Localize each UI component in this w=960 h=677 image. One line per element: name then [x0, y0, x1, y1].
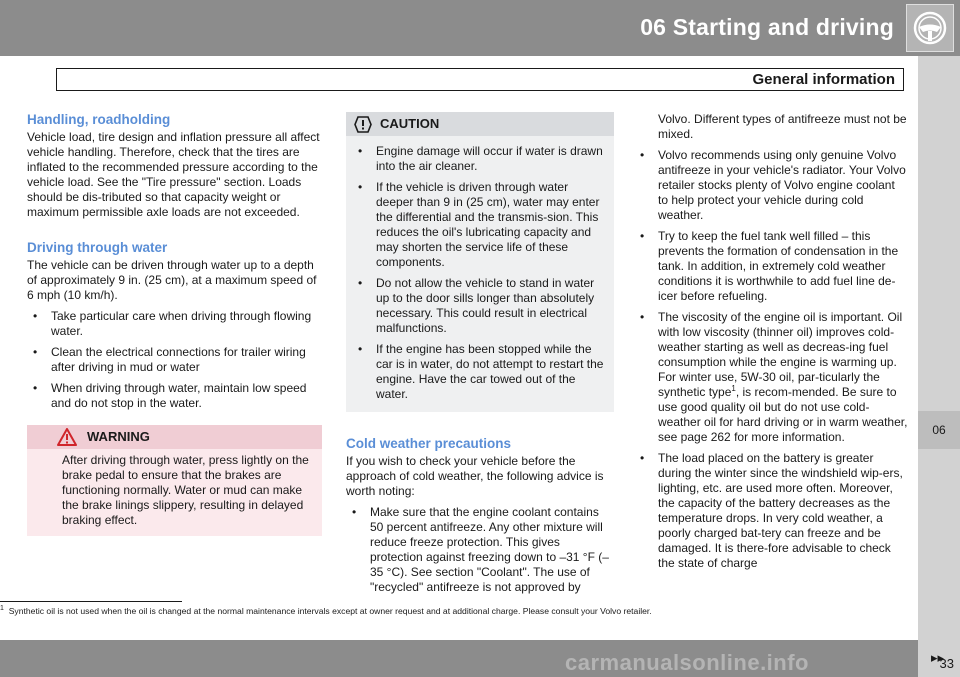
next-page-arrows-icon[interactable]: ▸▸: [931, 650, 945, 665]
column-3: [634, 112, 908, 577]
warning-header: [27, 425, 322, 449]
list-item: • Engine damage will occur if water is drawn into the air cleaner.: [352, 144, 608, 174]
page-number: 33: [939, 656, 954, 671]
column-2: [346, 112, 614, 601]
list-item: • Make sure that the engine coolant contains 50 percent antifreeze. Any other mixture will reduce freeze protection. This gives protection against freezing down to –31 °F (–35 °C). See section "Coolant". The use of "recycled" antifreeze is not approved by: [346, 505, 614, 595]
list-item: • Do not allow the vehicle to stand in water up to the door sills longer than absolutely necessary. This could result in electrical malfunctions.: [352, 276, 608, 336]
section-header: [56, 68, 904, 91]
chapter-tab[interactable]: 06: [918, 411, 960, 449]
caution-bullet-list: [352, 144, 608, 402]
cold-weather-bullet-list-continued: [634, 148, 908, 571]
handling-paragraph: Vehicle load, tire design and inflation pressure all affect vehicle handling. Therefore, check that the tires are inflated to the recommended pressure according to the vehicle load. See the "Tire pressure" section. Loads should be dis-tributed so that capacity weight or maximum permissible axle loads are not exceeded.: [27, 130, 320, 219]
list-item: • When driving through water, maintain low speed and do not stop in the water.: [27, 381, 322, 411]
list-item: [634, 310, 908, 445]
list-item: • If the vehicle is driven through water deeper than 9 in (25 cm), water may enter the differential and the transmis-sion. This reduces the oil's lubricating capacity and may shorten the service life of these components.: [352, 180, 608, 270]
footnote: [0, 606, 905, 616]
list-item: • Clean the electrical connections for trailer wiring after driving in mud or water: [27, 345, 322, 375]
list-item: • Take particular care when driving through flowing water.: [27, 309, 322, 339]
footnote-text: Synthetic oil is not used when the oil is changed at the normal maintenance intervals except at owner request and at additional charge. Please consult your Volvo retailer.: [8, 606, 652, 616]
section-title: General information: [752, 71, 895, 88]
handling-heading: Handling, roadholding: [27, 112, 171, 127]
water-bullet-list: [27, 309, 322, 411]
water-paragraph: The vehicle can be driven through water up to a depth of approximately 9 in. (25 cm), at a maximum speed of 6 mph (10 km/h).: [27, 258, 317, 302]
warning-text: After driving through water, press lightly on the brake pedal to ensure that the brakes are functioning normally. Water or mud can make the brake linings slippery, resulting in delayed braking effect.: [62, 453, 309, 527]
continuation-text: Volvo. Different types of antifreeze must not be mixed.: [658, 112, 907, 141]
cold-weather-bullet-list: [346, 505, 614, 595]
viscosity-text-end: , is recom-mended. Be sure to use good quality oil but do not use cold-weather oil for hard driving or in warm weather, see page 262 for more information.: [658, 385, 908, 444]
warning-triangle-icon: [57, 428, 77, 451]
cold-weather-paragraph: If you wish to check your vehicle before the approach of cold weather, the following advice is worth noting:: [346, 454, 604, 498]
list-item: • Try to keep the fuel tank well filled – this prevents the formation of condensation in the tank. In addition, in extremely cold weather conditions it is worthwhile to add fuel line de-icer before refueling.: [634, 229, 908, 304]
caution-label: CAUTION: [380, 116, 440, 131]
steering-wheel-icon: [906, 4, 954, 52]
list-item: • Volvo recommends using only genuine Volvo antifreeze in your vehicle's radiator. Your Volvo retailer stocks plenty of Volvo engine coolant to help protect your vehicle during cold weather.: [634, 148, 908, 223]
watermark: carmanualsonline.info: [565, 650, 809, 675]
chapter-title: 06 Starting and driving: [640, 14, 894, 40]
viscosity-text: The viscosity of the engine oil is important. Oil with low viscosity (thinner oil) improves cold-weather starting as well as decreas-ing fuel consumption while the engine is warming up. For winter use, 5W-30 oil, par-ticularly the synthetic type: [658, 310, 903, 399]
cold-weather-heading: Cold weather precautions: [346, 436, 512, 451]
footnote-marker: 1: [731, 384, 736, 393]
list-item: • If the engine has been stopped while the car is in water, do not attempt to restart the engine. Have the car towed out of the water.: [352, 342, 608, 402]
caution-exclamation-icon: [354, 116, 372, 138]
footnote-rule: [0, 601, 182, 602]
list-item: • The load placed on the battery is greater during the winter since the windshield wip-ers, lighting, etc. are used more often. Moreover, the capacity of the battery decreases as the temperature drops. In very cold weather, a poorly charged bat-tery can freeze and be damaged. It is there-fore advisable to check the state of charge: [634, 451, 908, 571]
caution-header: [346, 112, 614, 136]
warning-label: WARNING: [87, 429, 150, 444]
water-heading: Driving through water: [27, 240, 168, 255]
warning-box: [27, 425, 322, 536]
caution-box: [346, 112, 614, 412]
footnote-number: 1: [0, 605, 4, 613]
chapter-tab-strip: [918, 56, 960, 640]
column-1: [27, 112, 322, 536]
